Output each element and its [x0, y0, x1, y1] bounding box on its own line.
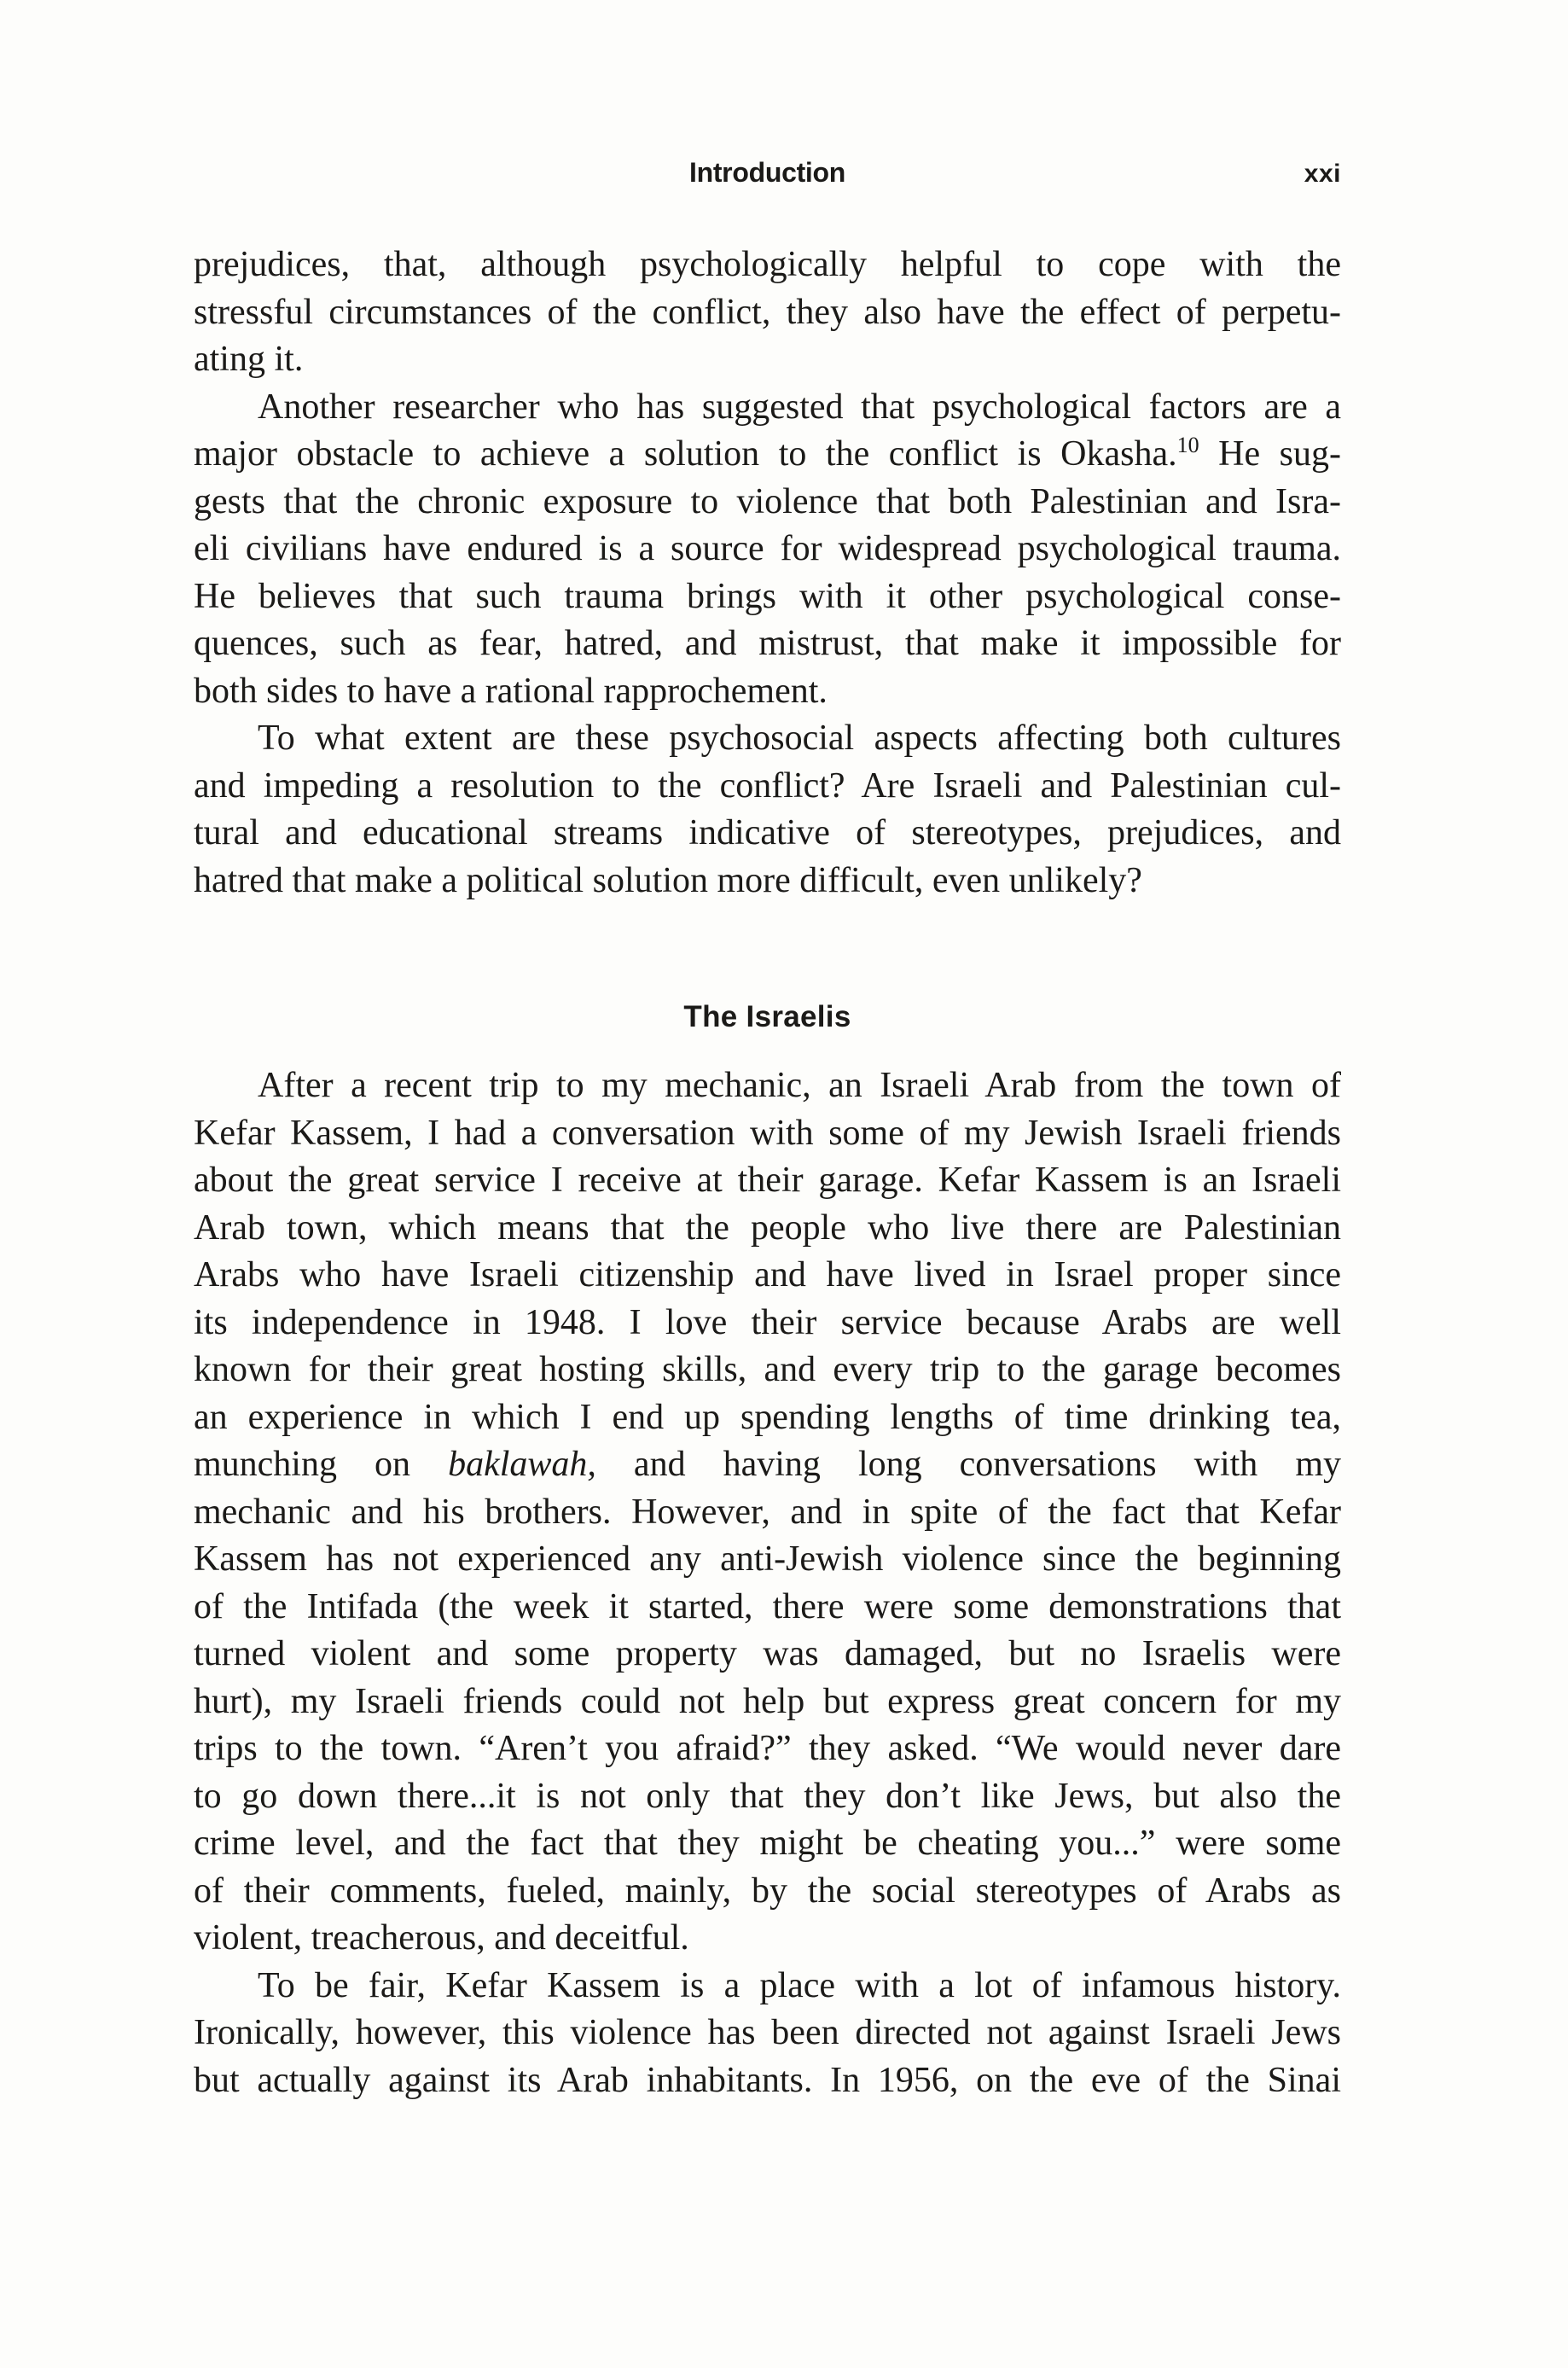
paragraph: [194, 715, 1341, 905]
text-line: tural and educational streams indicative of stereotypes, prejudices, and: [194, 813, 1341, 852]
text-line: an experience in which I end up spending lengths of time drinking tea,: [194, 1397, 1341, 1437]
text-line: of their comments, fueled, mainly, by the social stereotypes of Arabs as: [194, 1871, 1341, 1911]
text-line: gests that the chronic exposure to violence that both Palestinian and Isra-: [194, 481, 1341, 521]
paragraph: [194, 384, 1341, 716]
text-line: Kefar Kassem, I had a conversation with some of my Jewish Israeli friends: [194, 1113, 1341, 1153]
paragraph: [194, 1963, 1341, 2105]
text-line: [194, 431, 1341, 479]
paragraph: [194, 241, 1341, 384]
text-line: both sides to have a rational rapprochement.: [194, 671, 828, 711]
text-line: known for their great hosting skills, and every trip to the garage becomes: [194, 1350, 1341, 1389]
running-head-title: Introduction: [688, 157, 846, 188]
text-line: to go down there...it is not only that they don’t like Jews, but also the: [194, 1776, 1341, 1816]
folio-page-number: xxi: [1304, 160, 1341, 188]
text-line: about the great service I receive at their garage. Kefar Kassem is an Israeli: [194, 1161, 1341, 1200]
text-line: hurt), my Israeli friends could not help but express great concern for my: [194, 1681, 1341, 1721]
text-line: Arab town, which means that the people who live there are Palestinian: [194, 1207, 1341, 1248]
running-head: [194, 157, 1341, 195]
text-line: trips to the town. “Aren’t you afraid?” they asked. “We would never dare: [194, 1729, 1341, 1768]
text-line: stressful circumstances of the conflict, they also have the effect of perpetu-: [194, 292, 1341, 332]
text-line: [194, 1441, 1341, 1489]
text-line: After a recent trip to my mechanic, an Israeli Arab from the town of: [258, 1066, 1341, 1105]
body-text: [194, 241, 1341, 2104]
text-line: prejudices, that, although psychologically helpful to cope with the: [194, 245, 1341, 284]
text-line: mechanic and his brothers. However, and in spite of the fact that Kefar: [194, 1492, 1341, 1532]
text-line: violent, treacherous, and deceitful.: [194, 1918, 689, 1958]
text-line: turned violent and some property was damaged, but no Israelis were: [194, 1634, 1341, 1673]
text-line: Ironically, however, this violence has been directed not against Israeli Jews: [194, 2013, 1341, 2052]
footnote-reference: 10: [1176, 433, 1199, 457]
text-line: He believes that such trauma brings with it other psychological conse-: [194, 576, 1341, 616]
text-segment: and having long conversations with my: [595, 1445, 1341, 1484]
text-line: Arabs who have Israeli citizenship and have lived in Israel proper since: [194, 1255, 1341, 1295]
text-line: eli civilians have endured is a source for widespread psychological trauma.: [194, 529, 1341, 568]
text-line: crime level, and the fact that they might be cheating you...” were some: [194, 1824, 1341, 1863]
text-segment: munching on: [194, 1445, 449, 1484]
text-line: Another researcher who has suggested that psychological factors are a: [258, 387, 1341, 427]
text-line: ating it.: [194, 340, 304, 379]
section-heading: The Israelis: [683, 1000, 851, 1033]
text-line: hatred that make a political solution more difficult, even unlikely?: [194, 860, 1142, 900]
text-line: of the Intifada (the week it started, there were some demonstrations that: [194, 1586, 1341, 1626]
text-line: but actually against its Arab inhabitants. In 1956, on the eve of the Sinai: [194, 2060, 1341, 2100]
text-line: and impeding a resolution to the conflict? Are Israeli and Palestinian cul-: [194, 765, 1341, 806]
text-line: To what extent are these psychosocial aspects affecting both cultures: [258, 719, 1341, 758]
text-line: its independence in 1948. I love their service because Arabs are well: [194, 1302, 1341, 1342]
paragraph: [194, 1062, 1341, 1963]
text-segment: He sug-: [1199, 434, 1341, 474]
text-line: quences, such as fear, hatred, and mistrust, that make it impossible for: [194, 624, 1341, 663]
italic-term: baklawah,: [448, 1445, 596, 1484]
text-line: Kassem has not experienced any anti-Jewish violence since the beginning: [194, 1539, 1341, 1579]
text-segment: major obstacle to achieve a solution to the conflict is Okasha.: [194, 434, 1177, 474]
text-line: To be fair, Kefar Kassem is a place with a lot of infamous history.: [258, 1965, 1341, 2005]
